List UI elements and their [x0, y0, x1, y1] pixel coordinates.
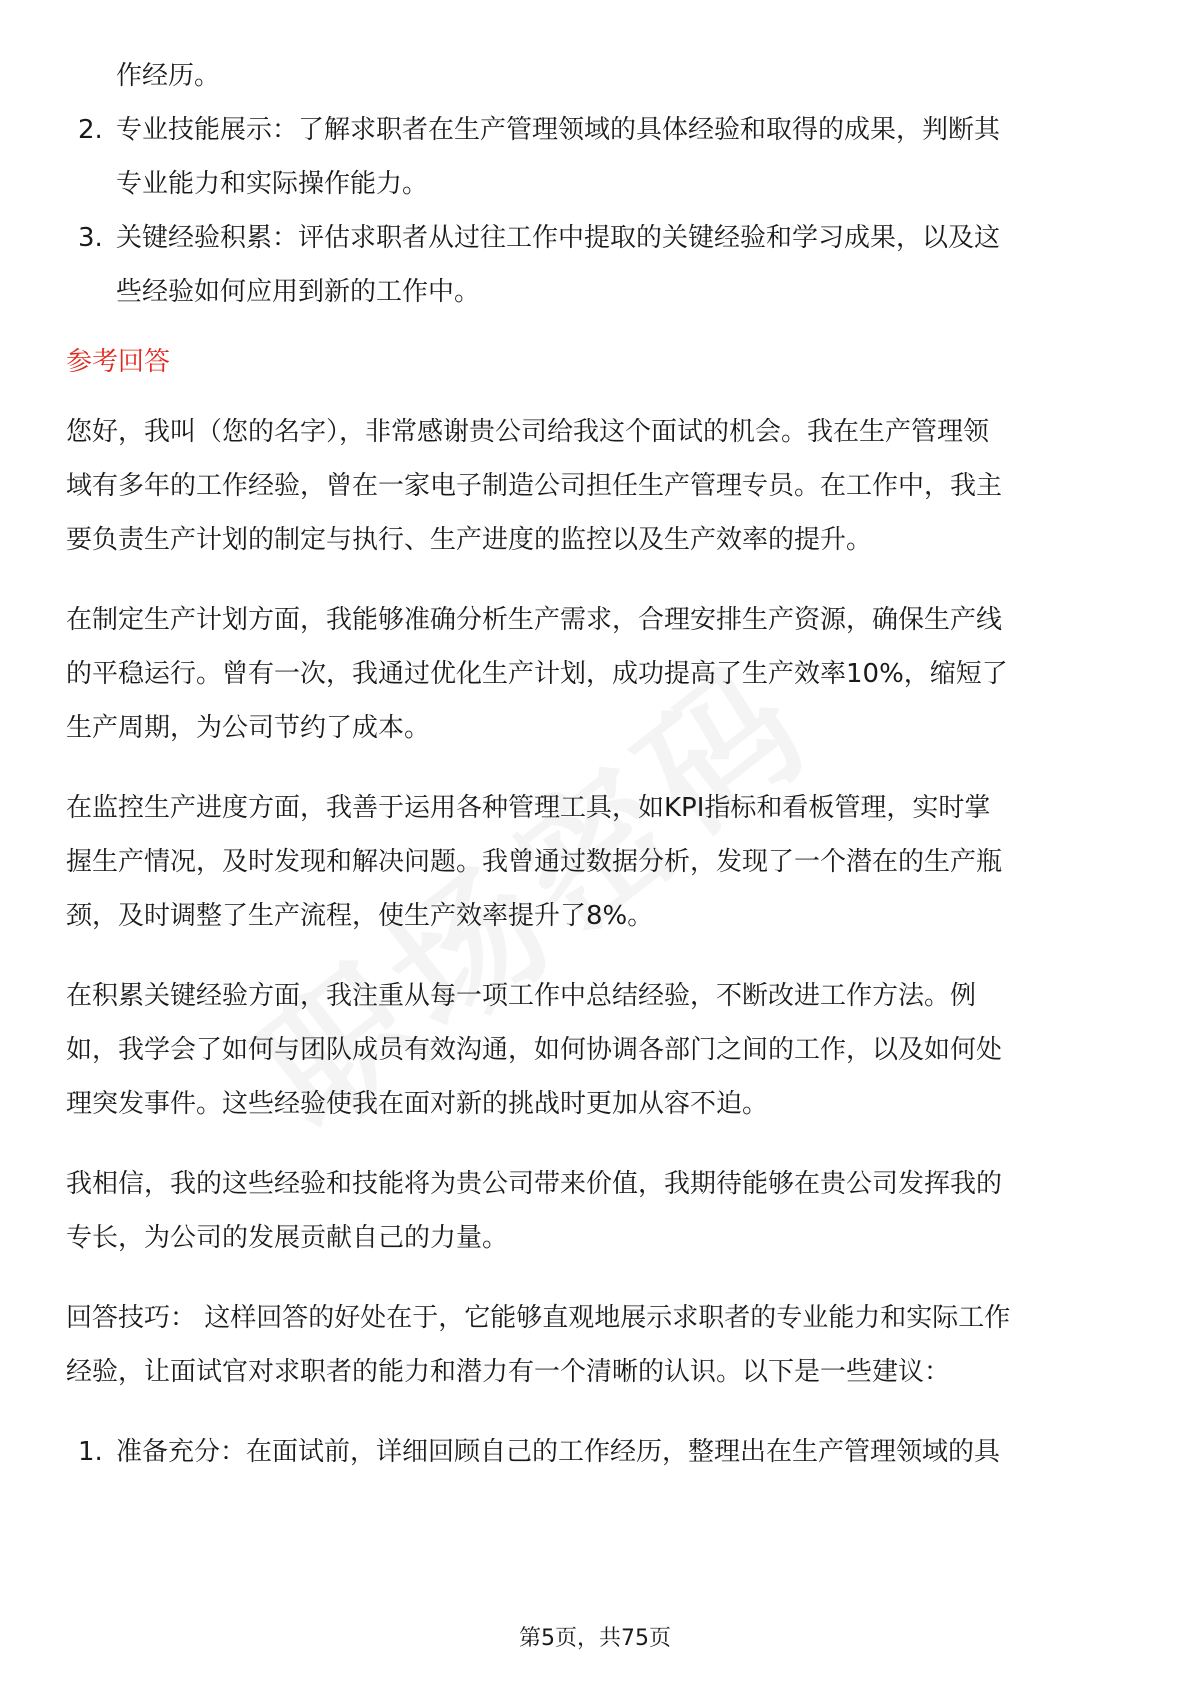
paragraph-line: 回答技巧： 这样回答的好处在于，它能够直观地展示求职者的专业能力和实际工作 — [66, 1303, 1011, 1333]
paragraph-line: 专长，为公司的发展贡献自己的力量。 — [66, 1223, 509, 1253]
page-number: 第5页，共75页 — [519, 1626, 671, 1651]
paragraph-line: 的平稳运行。曾有一次，我通过优化生产计划，成功提高了生产效率10%，缩短了 — [66, 659, 1008, 689]
paragraph-line: 要负责生产计划的制定与执行、生产进度的监控以及生产效率的提升。 — [66, 525, 873, 555]
paragraph-line: 握生产情况，及时发现和解决问题。我曾通过数据分析，发现了一个潜在的生产瓶 — [66, 847, 1003, 877]
list-item-continuation: 作经历。 — [116, 61, 221, 91]
list-item-number: 2. — [78, 115, 103, 145]
list-item-text: 关键经验积累：评估求职者从过往工作中提取的关键经验和学习成果，以及这 — [116, 223, 1001, 253]
paragraph-line: 域有多年的工作经验，曾在一家电子制造公司担任生产管理专员。在工作中，我主 — [66, 471, 1003, 501]
section-heading: 参考回答 — [66, 347, 171, 377]
paragraph-line: 理突发事件。这些经验使我在面对新的挑战时更加从容不迫。 — [66, 1089, 769, 1119]
list-item-number: 1. — [78, 1437, 103, 1467]
list-item-number: 3. — [78, 223, 103, 253]
paragraph-line: 在监控生产进度方面，我善于运用各种管理工具，如KPI指标和看板管理，实时掌 — [66, 793, 991, 823]
list-item-text: 些经验如何应用到新的工作中。 — [116, 277, 481, 307]
paragraph-line: 经验，让面试官对求职者的能力和潜力有一个清晰的认识。以下是一些建议： — [66, 1357, 951, 1387]
list-item-text: 准备充分：在面试前，详细回顾自己的工作经历，整理出在生产管理领域的具 — [116, 1437, 1001, 1467]
paragraph-line: 您好，我叫（您的名字），非常感谢贵公司给我这个面试的机会。我在生产管理领 — [66, 417, 990, 447]
paragraph-line: 如，我学会了如何与团队成员有效沟通，如何协调各部门之间的工作，以及如何处 — [66, 1035, 1003, 1065]
paragraph-line: 生产周期，为公司节约了成本。 — [66, 713, 431, 743]
paragraph-line: 我相信，我的这些经验和技能将为贵公司带来价值，我期待能够在贵公司发挥我的 — [66, 1169, 1003, 1199]
paragraph-line: 颈，及时调整了生产流程，使生产效率提升了8%。 — [66, 901, 654, 931]
list-item-text: 专业技能展示：了解求职者在生产管理领域的具体经验和取得的成果，判断其 — [116, 115, 1001, 145]
paragraph-line: 在制定生产计划方面，我能够准确分析生产需求，合理安排生产资源，确保生产线 — [66, 605, 1003, 635]
paragraph-line: 在积累关键经验方面，我注重从每一项工作中总结经验，不断改进工作方法。例 — [66, 981, 977, 1011]
list-item-text: 专业能力和实际操作能力。 — [116, 169, 429, 199]
